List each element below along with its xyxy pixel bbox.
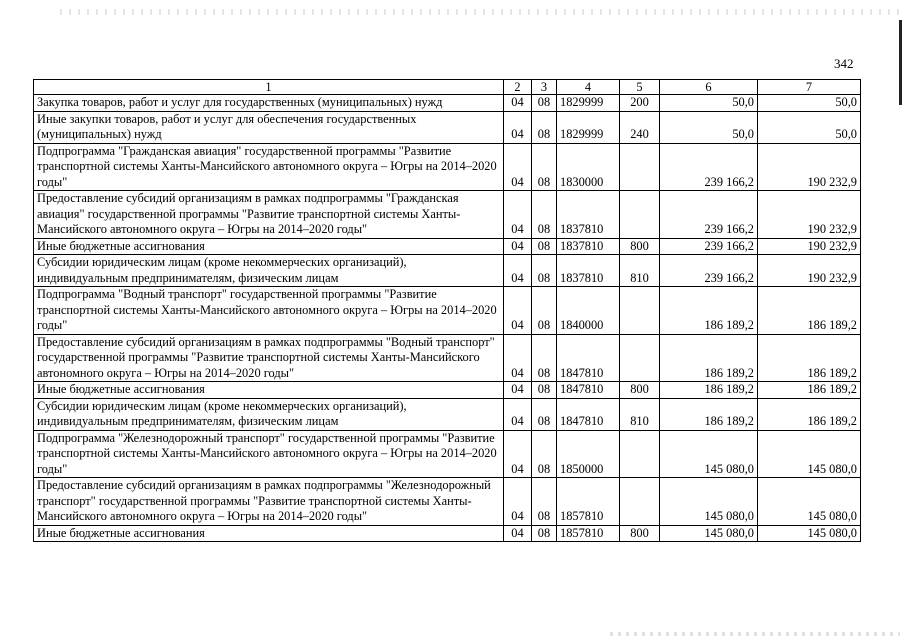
section-code-cell: 04 <box>504 478 532 526</box>
row-name-cell: Иные бюджетные ассигнования <box>34 382 504 399</box>
column-header: 5 <box>620 80 660 95</box>
subsection-code-cell: 08 <box>532 143 557 191</box>
amount-year2-cell: 190 232,9 <box>758 143 861 191</box>
column-header: 1 <box>34 80 504 95</box>
section-code-cell: 04 <box>504 255 532 287</box>
subsection-code-cell: 08 <box>532 238 557 255</box>
amount-year2-cell: 145 080,0 <box>758 430 861 478</box>
amount-year2-cell: 190 232,9 <box>758 191 861 239</box>
amount-year1-cell: 50,0 <box>660 95 758 112</box>
amount-year1-cell: 186 189,2 <box>660 334 758 382</box>
target-article-cell: 1847810 <box>557 398 620 430</box>
target-article-cell: 1847810 <box>557 382 620 399</box>
target-article-cell: 1829999 <box>557 95 620 112</box>
amount-year2-cell: 186 189,2 <box>758 382 861 399</box>
subsection-code-cell: 08 <box>532 111 557 143</box>
target-article-cell: 1857810 <box>557 525 620 542</box>
amount-year1-cell: 145 080,0 <box>660 430 758 478</box>
amount-year1-cell: 186 189,2 <box>660 398 758 430</box>
scan-edge-mark <box>899 20 902 105</box>
target-article-cell: 1830000 <box>557 143 620 191</box>
amount-year2-cell: 186 189,2 <box>758 398 861 430</box>
amount-year1-cell: 50,0 <box>660 111 758 143</box>
amount-year1-cell: 239 166,2 <box>660 191 758 239</box>
target-article-cell: 1857810 <box>557 478 620 526</box>
table-row <box>34 111 861 143</box>
expense-type-cell <box>620 478 660 526</box>
table-row <box>34 430 861 478</box>
amount-year2-cell: 186 189,2 <box>758 334 861 382</box>
row-name-cell: Субсидии юридическим лицам (кроме некоммерческих организаций), индивидуальным предпринимателям, физическим лицам <box>34 255 504 287</box>
table-row <box>34 478 861 526</box>
budget-table <box>33 79 861 542</box>
row-name-cell: Предоставление субсидий организациям в рамках подпрограммы "Водный транспорт" государственной программы "Развитие транспортной системы Ханты-Мансийского автономного округа – Югры на 2014–2020 годы" <box>34 334 504 382</box>
amount-year2-cell: 190 232,9 <box>758 238 861 255</box>
target-article-cell: 1837810 <box>557 191 620 239</box>
expense-type-cell <box>620 191 660 239</box>
subsection-code-cell: 08 <box>532 478 557 526</box>
subsection-code-cell: 08 <box>532 287 557 335</box>
section-code-cell: 04 <box>504 95 532 112</box>
row-name-cell: Субсидии юридическим лицам (кроме некоммерческих организаций), индивидуальным предпринимателям, физическим лицам <box>34 398 504 430</box>
section-code-cell: 04 <box>504 143 532 191</box>
row-name-cell: Закупка товаров, работ и услуг для государственных (муниципальных) нужд <box>34 95 504 112</box>
column-header: 7 <box>758 80 861 95</box>
target-article-cell: 1837810 <box>557 238 620 255</box>
target-article-cell: 1850000 <box>557 430 620 478</box>
table-row <box>34 95 861 112</box>
section-code-cell: 04 <box>504 238 532 255</box>
table-row <box>34 525 861 542</box>
expense-type-cell: 200 <box>620 95 660 112</box>
subsection-code-cell: 08 <box>532 95 557 112</box>
subsection-code-cell: 08 <box>532 430 557 478</box>
row-name-cell: Иные закупки товаров, работ и услуг для обеспечения государственных (муниципальных) нужд <box>34 111 504 143</box>
target-article-cell: 1840000 <box>557 287 620 335</box>
amount-year2-cell: 186 189,2 <box>758 287 861 335</box>
amount-year2-cell: 145 080,0 <box>758 525 861 542</box>
column-header: 2 <box>504 80 532 95</box>
column-header: 3 <box>532 80 557 95</box>
section-code-cell: 04 <box>504 287 532 335</box>
target-article-cell: 1847810 <box>557 334 620 382</box>
section-code-cell: 04 <box>504 334 532 382</box>
row-name-cell: Предоставление субсидий организациям в рамках подпрограммы "Железнодорожный транспорт" государственной программы "Развитие транспортной системы Ханты-Мансийского автономного округа – Югры на 2014–2020 годы" <box>34 478 504 526</box>
row-name-cell: Иные бюджетные ассигнования <box>34 525 504 542</box>
amount-year2-cell: 50,0 <box>758 111 861 143</box>
column-header: 6 <box>660 80 758 95</box>
subsection-code-cell: 08 <box>532 398 557 430</box>
table-row <box>34 143 861 191</box>
table-row <box>34 287 861 335</box>
row-name-cell: Предоставление субсидий организациям в рамках подпрограммы "Гражданская авиация" государственной программы "Развитие транспортной системы Ханты-Мансийского автономного округа – Югры на 2014–2020 годы" <box>34 191 504 239</box>
expense-type-cell <box>620 430 660 478</box>
amount-year1-cell: 145 080,0 <box>660 525 758 542</box>
table-row <box>34 191 861 239</box>
target-article-cell: 1837810 <box>557 255 620 287</box>
subsection-code-cell: 08 <box>532 255 557 287</box>
column-header: 4 <box>557 80 620 95</box>
amount-year1-cell: 145 080,0 <box>660 478 758 526</box>
table-row <box>34 334 861 382</box>
amount-year1-cell: 239 166,2 <box>660 255 758 287</box>
section-code-cell: 04 <box>504 111 532 143</box>
table-row <box>34 238 861 255</box>
row-name-cell: Подпрограмма "Железнодорожный транспорт" государственной программы "Развитие транспортной системы Ханты-Мансийского автономного округа – Югры на 2014–2020 годы" <box>34 430 504 478</box>
table-row <box>34 398 861 430</box>
subsection-code-cell: 08 <box>532 525 557 542</box>
table-row <box>34 382 861 399</box>
expense-type-cell: 800 <box>620 382 660 399</box>
row-name-cell: Подпрограмма "Гражданская авиация" государственной программы "Развитие транспортной системы Ханты-Мансийского автономного округа – Югры на 2014–2020 годы" <box>34 143 504 191</box>
subsection-code-cell: 08 <box>532 191 557 239</box>
subsection-code-cell: 08 <box>532 382 557 399</box>
amount-year2-cell: 50,0 <box>758 95 861 112</box>
expense-type-cell: 800 <box>620 525 660 542</box>
expense-type-cell: 810 <box>620 398 660 430</box>
section-code-cell: 04 <box>504 525 532 542</box>
expense-type-cell: 810 <box>620 255 660 287</box>
amount-year1-cell: 186 189,2 <box>660 287 758 335</box>
table-header-row <box>34 80 861 95</box>
row-name-cell: Подпрограмма "Водный транспорт" государственной программы "Развитие транспортной системы Ханты-Мансийского автономного округа – Югры на 2014–2020 годы" <box>34 287 504 335</box>
table-row <box>34 255 861 287</box>
section-code-cell: 04 <box>504 382 532 399</box>
amount-year1-cell: 186 189,2 <box>660 382 758 399</box>
amount-year1-cell: 239 166,2 <box>660 143 758 191</box>
expense-type-cell <box>620 334 660 382</box>
amount-year2-cell: 190 232,9 <box>758 255 861 287</box>
section-code-cell: 04 <box>504 398 532 430</box>
section-code-cell: 04 <box>504 430 532 478</box>
expense-type-cell: 240 <box>620 111 660 143</box>
target-article-cell: 1829999 <box>557 111 620 143</box>
scan-artifact-bottom <box>610 632 900 636</box>
expense-type-cell <box>620 143 660 191</box>
row-name-cell: Иные бюджетные ассигнования <box>34 238 504 255</box>
amount-year1-cell: 239 166,2 <box>660 238 758 255</box>
subsection-code-cell: 08 <box>532 334 557 382</box>
amount-year2-cell: 145 080,0 <box>758 478 861 526</box>
scan-artifact-top <box>60 9 900 15</box>
expense-type-cell: 800 <box>620 238 660 255</box>
page-number: 342 <box>834 56 854 71</box>
section-code-cell: 04 <box>504 191 532 239</box>
expense-type-cell <box>620 287 660 335</box>
